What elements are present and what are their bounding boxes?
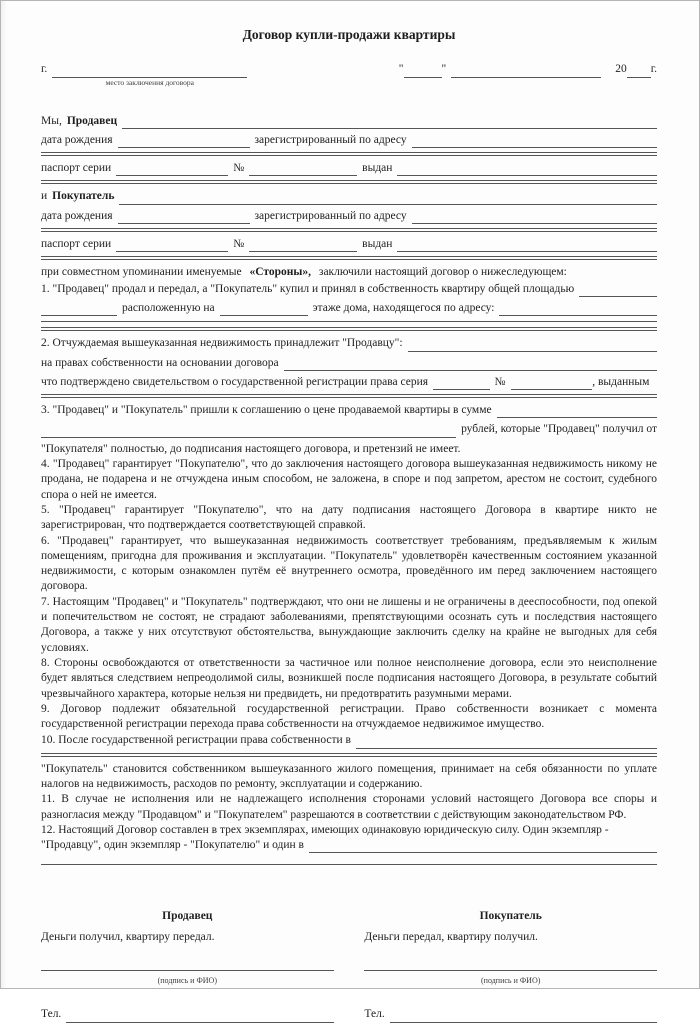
seller-signature-title: Продавец <box>162 910 213 923</box>
price-sum-field[interactable] <box>497 405 657 418</box>
seller-phone-row <box>41 1007 334 1022</box>
clause-1-row-a <box>41 282 657 297</box>
clause-5: 5. "Продавец" гарантирует "Покупателю", что на дату подписания настоящего Договора в квартире никто не зарегистрирован, что подтверждается соответствующей справкой. <box>41 503 657 532</box>
seller-address-continuation-field[interactable] <box>41 152 657 156</box>
clause-8: 8. Стороны освобождаются от ответственности за частичное или полное неисполнение договора, если это неисполнение будет являться следствием непреодолимой силы, возникшей после подписания настоящего Договора, в результате событий чрезвычайного характера, которые нельзя ни предвидеть, ни предотвратить разумными мерами. <box>41 656 657 700</box>
clause-1-row-b <box>41 301 657 316</box>
apartment-area-field[interactable] <box>579 284 657 297</box>
seller-passport-row <box>41 161 657 176</box>
cert-number-field[interactable] <box>511 377 593 390</box>
clause-10-row <box>41 733 657 748</box>
seller-dob-field[interactable] <box>118 135 250 148</box>
seller-passport-issuer-field[interactable] <box>397 163 657 176</box>
clause-7: 7. Настоящим "Продавец" и "Покупатель" подтверждают, что они не лишены и не ограничены в дееспособности, под опекой и попечительством не состоят, не страдают заболеваниями, препятствующими осознать суть и последствия настоящего Договора, а также у них отсутствуют обстоятельства, вынуждающие заключить сделку на крайне не выгодных для себя условиях. <box>41 595 657 654</box>
year-prefix: 20 <box>615 63 627 76</box>
ownership-basis-text: на правах собственности на основании договора <box>41 356 279 369</box>
place-of-signing-field[interactable] <box>52 65 247 87</box>
buyer-phone-field[interactable] <box>390 1010 657 1023</box>
registered-label: зарегистрированный по адресу <box>254 133 407 146</box>
seller-signature-caption: (подпись и ФИО) <box>157 976 217 986</box>
registered-label: зарегистрированный по адресу <box>254 209 407 222</box>
cert-number-sign: № <box>494 375 506 388</box>
registration-authority-continuation-field[interactable] <box>41 753 657 757</box>
buyer-dob-field[interactable] <box>118 211 250 224</box>
seller-passport-number-field[interactable] <box>249 163 357 176</box>
clause-2-row-c <box>41 375 657 390</box>
buyer-label: Покупатель <box>52 190 115 203</box>
seller-name-row <box>41 114 657 129</box>
buyer-name-row <box>41 189 657 204</box>
registration-authority-field[interactable] <box>356 736 657 749</box>
buyer-address-field[interactable] <box>412 211 657 224</box>
seller-signature-field[interactable] <box>41 969 334 971</box>
seller-statement: Деньги получил, квартиру передал. <box>41 930 215 943</box>
clause-12-row-b <box>41 838 657 853</box>
seller-passport-continuation-field[interactable] <box>41 180 657 184</box>
located-on-text: расположенную на <box>122 301 215 314</box>
passport-number-sign: № <box>233 162 245 175</box>
buyer-signature-title: Покупатель <box>479 910 542 923</box>
clause-12-text-b: "Продавцу", один экземпляр - "Покупателю" и один в <box>41 839 304 852</box>
ownership-field[interactable] <box>408 339 657 352</box>
buyer-signature-field[interactable] <box>364 969 657 971</box>
buyer-passport-row <box>41 237 657 252</box>
buyer-address-continuation-field[interactable] <box>41 228 657 232</box>
phone-label: Тел. <box>41 1008 62 1021</box>
year-suffix: г. <box>650 63 657 76</box>
clause-6: 6. "Продавец" гарантирует, что вышеуказанная недвижимость соответствует требованиям, предъявляемым к жилым помещениям, пригодна для проживания и эксплуатации. "Покупатель" удовлетворён качественным состоянием указанной недвижимости, с которым ознакомлен путём её внутреннего осмотра, проведённого им перед заключением настоящего договора. <box>41 534 657 593</box>
seller-dob-row <box>41 133 657 148</box>
joint-mention-clause <box>41 265 657 280</box>
rubles-received-text: рублей, которые "Продавец" получил от <box>461 423 657 436</box>
passport-series-label: паспорт серии <box>41 162 112 175</box>
area-units-field[interactable] <box>41 303 117 316</box>
phone-label: Тел. <box>364 1008 385 1021</box>
apartment-address-continuation-field[interactable] <box>41 320 657 322</box>
seller-prefix: Мы, <box>41 114 62 127</box>
apartment-address-field[interactable] <box>499 303 657 316</box>
signatures-section <box>41 909 657 1026</box>
quote-open: " <box>398 63 404 76</box>
clause-3-row-b <box>41 422 657 437</box>
clause-3-row-a <box>41 403 657 418</box>
floor-field[interactable] <box>220 303 308 316</box>
month-field[interactable] <box>451 65 601 78</box>
cert-series-field[interactable] <box>433 377 490 390</box>
buyer-phone-row <box>364 1007 657 1022</box>
buyer-statement: Деньги передал, квартиру получил. <box>364 930 538 943</box>
date-group <box>399 62 657 77</box>
seller-label: Продавец <box>66 114 118 127</box>
clause-10-text: 10. После государственной регистрации права собственности в <box>41 734 351 747</box>
passport-series-label: паспорт серии <box>41 238 112 251</box>
buyer-prefix: и <box>41 190 48 203</box>
price-sum-words-field[interactable] <box>41 425 456 438</box>
clause-12-line-a: 12. Настоящий Договор составлен в трех экземплярах, имеющих одинаковую юридическую силу. Один экземпляр - <box>41 823 609 836</box>
passport-issued-label: выдан <box>362 238 393 251</box>
buyer-passport-continuation-field[interactable] <box>41 256 657 260</box>
clause-10-continuation: "Покупатель" становится собственником вышеуказанного жилого помещения, принимает на себя обязанности по уплате налогов на недвижимость, расходов по ремонту, эксплуатации и содержанию. <box>41 762 657 790</box>
issued-by-text: , выданным <box>592 375 650 388</box>
clause-3-closing: "Покупателя" полностью, до подписания настоящего договора, и претензий не имеет. <box>41 442 461 455</box>
seller-name-field[interactable] <box>122 116 657 129</box>
passport-number-sign: № <box>233 238 245 251</box>
seller-phone-field[interactable] <box>66 1010 333 1023</box>
joint-text-a: при совместном упоминании именуемые <box>41 266 242 279</box>
registration-cert-text: что подтверждено свидетельством о государственной регистрации права серия <box>41 375 429 388</box>
place-caption: место заключения договора <box>105 77 194 87</box>
clause-9: 9. Договор подлежит обязательной государственной регистрации. Право собственности возникает с момента государственной регистрации перехода права собственности на отчуждаемое недвижимое имущество. <box>41 702 657 731</box>
seller-passport-series-field[interactable] <box>116 163 228 176</box>
clause-2-row-b <box>41 356 657 371</box>
seller-signature-column <box>41 909 334 1026</box>
clause-1-separator-line[interactable] <box>41 327 657 331</box>
buyer-passport-issuer-field[interactable] <box>397 239 657 252</box>
clause-2-text: 2. Отчуждаемая вышеуказанная недвижимость принадлежит "Продавцу": <box>41 337 403 350</box>
header-row <box>41 62 657 87</box>
clause-1-text: 1. "Продавец" продал и передал, а "Покупатель" купил и принял в собственность квартиру общей площадью <box>41 282 575 295</box>
seller-address-field[interactable] <box>412 135 657 148</box>
city-label: г. <box>41 63 48 76</box>
clause-3-text: 3. "Продавец" и "Покупатель" пришли к соглашению о цене продаваемой квартиры в сумме <box>41 404 492 417</box>
year-field[interactable] <box>627 65 651 78</box>
passport-issued-label: выдан <box>362 162 393 175</box>
buyer-signature-caption: (подпись и ФИО) <box>481 976 541 986</box>
dob-label: дата рождения <box>41 133 113 146</box>
clause-11: 11. В случае не исполнения или не надлежащего исполнения сторонами условий настоящего Договора все споры и разногласия между "Продавцом" и "Покупателем" разрешаются в соответствии с действующим законодательством РФ. <box>41 793 657 821</box>
quote-close: " <box>441 63 447 76</box>
third-copy-continuation-field[interactable] <box>41 863 657 865</box>
buyer-signature-column <box>364 909 657 1026</box>
page-title: Договор купли-продажи квартиры <box>242 27 456 42</box>
buyer-passport-number-field[interactable] <box>249 239 357 252</box>
third-copy-holder-field[interactable] <box>309 840 657 853</box>
buyer-dob-row <box>41 209 657 224</box>
clause-2-row-a <box>41 336 657 351</box>
buyer-name-field[interactable] <box>119 192 657 205</box>
joint-text-c: заключили настоящий договор о нижеследующем: <box>318 266 567 279</box>
dob-label: дата рождения <box>41 209 113 222</box>
parties-term: «Стороны», <box>249 266 312 279</box>
cert-issuer-continuation-field[interactable] <box>41 394 657 398</box>
day-field[interactable] <box>404 65 442 78</box>
address-intro-text: этаже дома, находящегося по адресу: <box>312 301 495 314</box>
clause-4: 4. "Продавец" гарантирует "Покупателю", что до заключения настоящего договора вышеуказанная недвижимость никому не продана, не подарена и не отчуждена иным способом, не заложена, в споре и под запретом, арестом не состоит, судебного спора о ней не имеется. <box>41 458 657 501</box>
ownership-basis-field[interactable] <box>284 358 657 371</box>
buyer-passport-series-field[interactable] <box>116 239 228 252</box>
